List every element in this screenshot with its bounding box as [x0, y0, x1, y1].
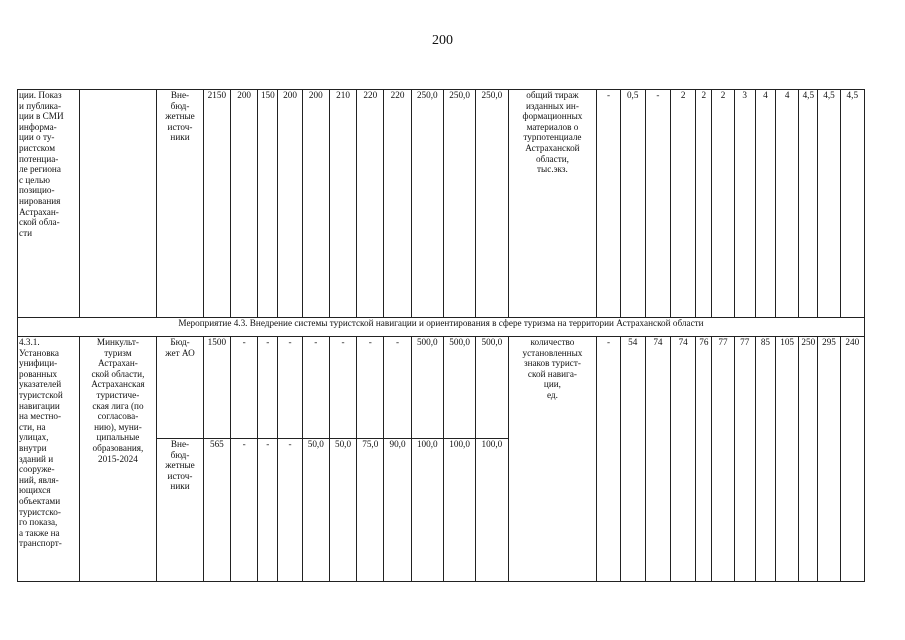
executor-cell: Минкульт- туризм Астрахан- ской области, Астраханская туристиче- ская лига (по согласова- нию), муни- ципальные образования, 2015-2024	[79, 337, 157, 582]
funding-year: 500,0	[443, 337, 475, 439]
indicator-value: 4,5	[799, 90, 818, 318]
funding-year: 100,0	[443, 439, 475, 582]
indicator-value: 4,5	[840, 90, 864, 318]
funding-year: 90,0	[384, 439, 411, 582]
funding-source: Вне- бюд- жетные источ- ники	[157, 90, 203, 318]
indicator-value: 77	[734, 337, 755, 582]
funding-year: -	[384, 337, 411, 439]
funding-year: 200	[302, 90, 329, 318]
executor-cell	[79, 90, 157, 318]
funding-year: 200	[230, 90, 257, 318]
indicator-value: 85	[755, 337, 775, 582]
indicator-value: 105	[776, 337, 799, 582]
indicator-value: 4	[776, 90, 799, 318]
indicator-value: -	[645, 90, 670, 318]
funding-year: -	[230, 439, 257, 582]
indicator-value: -	[597, 90, 620, 318]
indicator-value: 77	[712, 337, 734, 582]
funding-year: -	[357, 337, 384, 439]
indicator-value: -	[597, 337, 620, 582]
indicator-value: 74	[671, 337, 696, 582]
funding-total: 1500	[203, 337, 230, 439]
indicator-value: 2	[712, 90, 734, 318]
funding-year: -	[278, 337, 302, 439]
indicator-value: 4	[755, 90, 775, 318]
funding-year: 250,0	[443, 90, 475, 318]
program-table	[17, 89, 865, 582]
indicator-value: 2	[671, 90, 696, 318]
funding-year: 200	[278, 90, 302, 318]
indicator-value: 4,5	[818, 90, 840, 318]
table-row	[18, 90, 865, 318]
funding-year: 500,0	[411, 337, 443, 439]
funding-year: 50,0	[329, 439, 356, 582]
indicator-value: 295	[818, 337, 840, 582]
indicator-value: 3	[734, 90, 755, 318]
section-title: Мероприятие 4.3. Внедрение системы туристской навигации и ориентирования в сфере туризма на территории Астраханской области	[18, 318, 865, 337]
table-row	[18, 318, 865, 337]
funding-year: 220	[384, 90, 411, 318]
indicator-value: 76	[696, 337, 712, 582]
indicator-name: общий тираж изданных ин- формационных материалов о турпотенциале Астраханской области, тыс.экз.	[508, 90, 597, 318]
funding-source: Вне- бюд- жетные источ- ники	[157, 439, 203, 582]
indicator-value: 250	[799, 337, 818, 582]
funding-year: -	[278, 439, 302, 582]
funding-total: 565	[203, 439, 230, 582]
indicator-value: 74	[645, 337, 670, 582]
funding-year: 50,0	[302, 439, 329, 582]
funding-year: 250,0	[476, 90, 508, 318]
activity-name: ции. Показ и публика- ции в СМИ информа- ции о ту- ристском потенциа- ле региона с целью позицио- нирования Астрахан- ской обла- сти	[18, 90, 80, 318]
funding-year: 75,0	[357, 439, 384, 582]
table-row	[18, 337, 865, 439]
indicator-value: 0,5	[620, 90, 645, 318]
funding-year: 100,0	[476, 439, 508, 582]
funding-year: 250,0	[411, 90, 443, 318]
funding-year: -	[230, 337, 257, 439]
funding-source: Бюд- жет АО	[157, 337, 203, 439]
activity-name: 4.3.1. Установка унифици- рованных указателей туристской навигации на местно- сти, на улицах, внутри зданий и сооруже- ний, явля- ющихся объектами туристско- го показа, а также на транспорт-	[18, 337, 80, 582]
indicator-name: количество установленных знаков турист- ской навига- ции, ед.	[508, 337, 597, 582]
indicator-value: 54	[620, 337, 645, 582]
page-number: 200	[432, 33, 453, 48]
funding-year: -	[258, 439, 278, 582]
funding-year: 210	[329, 90, 356, 318]
funding-year: 100,0	[411, 439, 443, 582]
funding-year: 150	[258, 90, 278, 318]
indicator-value: 2	[696, 90, 712, 318]
funding-year: -	[329, 337, 356, 439]
funding-year: -	[302, 337, 329, 439]
funding-year: -	[258, 337, 278, 439]
funding-year: 500,0	[476, 337, 508, 439]
funding-year: 220	[357, 90, 384, 318]
funding-total: 2150	[203, 90, 230, 318]
indicator-value: 240	[840, 337, 864, 582]
